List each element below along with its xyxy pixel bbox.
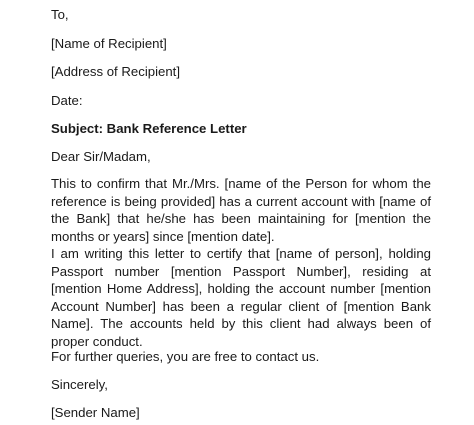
paragraph-certification: I am writing this letter to certify that [name of person], holding Passport number [mention Passport Number], residing at [mention Home Address], holding the account number [mention Account Number] has been a regular client of [mention Bank Name]. The accounts held by this client had always been of proper conduct. [51,246,431,349]
salutation: Dear Sir/Madam, [51,149,151,164]
sender-name: [Sender Name] [51,405,140,420]
paragraph-further-queries: For further queries, you are free to contact us. [51,349,320,364]
recipient-name: [Name of Recipient] [51,36,167,51]
recipient-address: [Address of Recipient] [51,64,181,79]
paragraph-account-confirmation: This to confirm that Mr./Mrs. [name of the Person for whom the reference is being provided] has a current account with [name of the Bank] that he/she has been maintaining for [mention the months or years] since [mention date]. [51,176,431,244]
to-line: To, [51,7,69,22]
date-line: Date: [51,93,83,108]
closing: Sincerely, [51,377,108,392]
subject-line: Subject: Bank Reference Letter [51,121,247,136]
